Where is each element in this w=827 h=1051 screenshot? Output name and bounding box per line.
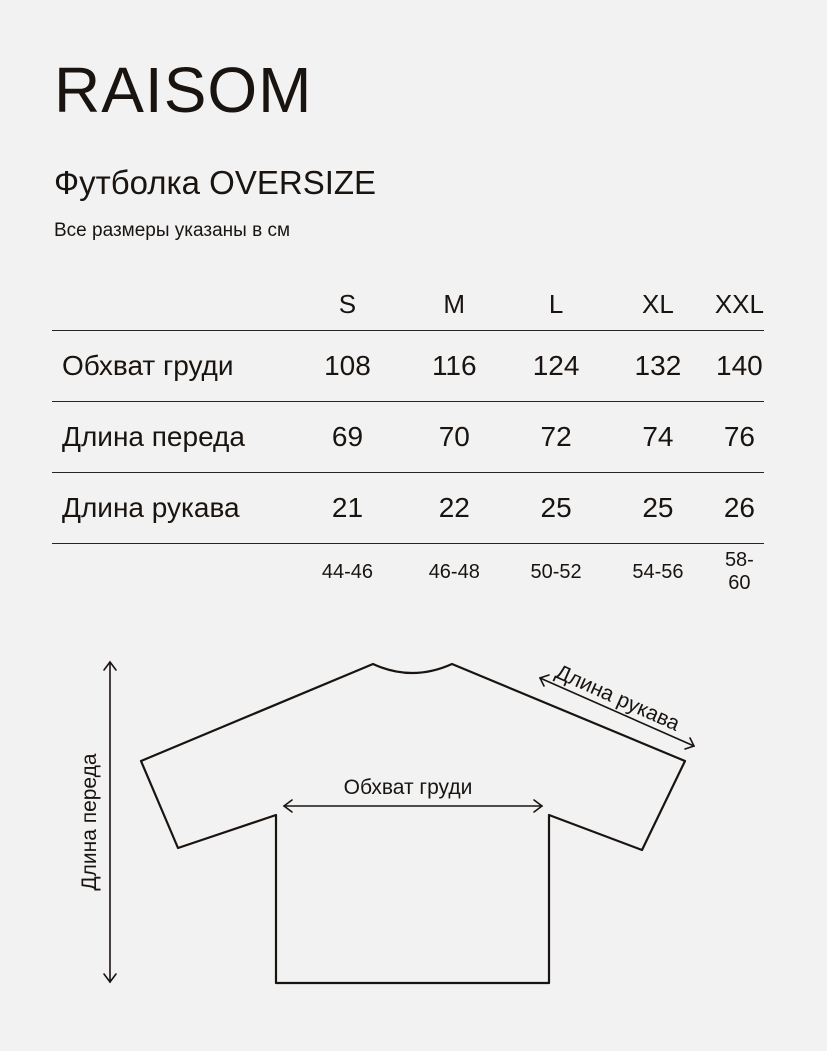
row-label: Обхват груди	[52, 331, 298, 402]
ru-size-row	[52, 544, 764, 601]
chest-width-arrow	[284, 800, 542, 812]
header-empty-cell	[52, 278, 298, 331]
chest-width-label: Обхват груди	[343, 776, 473, 799]
tshirt-measurement-diagram	[0, 640, 827, 1051]
measurement-cell: 22	[397, 473, 511, 544]
measurement-cell: 116	[397, 331, 511, 402]
size-header: L	[511, 278, 601, 331]
front-length-arrow	[104, 662, 116, 982]
size-table	[52, 278, 764, 600]
row-label: Длина переда	[52, 402, 298, 473]
measurement-cell: 140	[715, 331, 764, 402]
table-row	[52, 402, 764, 473]
table-row	[52, 473, 764, 544]
measurement-cell: 25	[601, 473, 715, 544]
ru-size-cell: 50-52	[530, 560, 582, 583]
measurement-cell: 124	[511, 331, 601, 402]
measurement-cell: 25	[511, 473, 601, 544]
measurement-cell: 74	[601, 402, 715, 473]
measurement-cell: 132	[601, 331, 715, 402]
measurement-cell: 21	[298, 473, 398, 544]
size-header-row	[52, 278, 764, 331]
ru-size-cell: 46-48	[428, 560, 480, 583]
size-header: S	[298, 278, 398, 331]
table-row	[52, 331, 764, 402]
measurement-cell: 108	[298, 331, 398, 402]
ru-size-cell: 44-46	[321, 560, 374, 583]
sleeve-length-label: Длина рукава	[552, 660, 684, 736]
units-note: Все размеры указаны в см	[54, 220, 291, 241]
size-header: XL	[601, 278, 715, 331]
measurement-cell: 72	[511, 402, 601, 473]
row-label: Длина рукава	[52, 473, 298, 544]
front-length-label: Длина переда	[78, 753, 101, 891]
ru-size-cell: 58-60	[724, 549, 754, 594]
measurement-cell: 70	[397, 402, 511, 473]
brand-logo: RAISOM	[54, 54, 313, 126]
product-title: Футболка OVERSIZE	[54, 164, 377, 201]
measurement-cell: 26	[715, 473, 764, 544]
size-header: XXL	[715, 278, 764, 331]
ru-size-cell: 54-56	[632, 560, 684, 583]
size-header: M	[397, 278, 511, 331]
tshirt-outline	[141, 664, 685, 983]
footer-empty-cell	[52, 544, 298, 601]
measurement-cell: 76	[715, 402, 764, 473]
measurement-cell: 69	[298, 402, 398, 473]
